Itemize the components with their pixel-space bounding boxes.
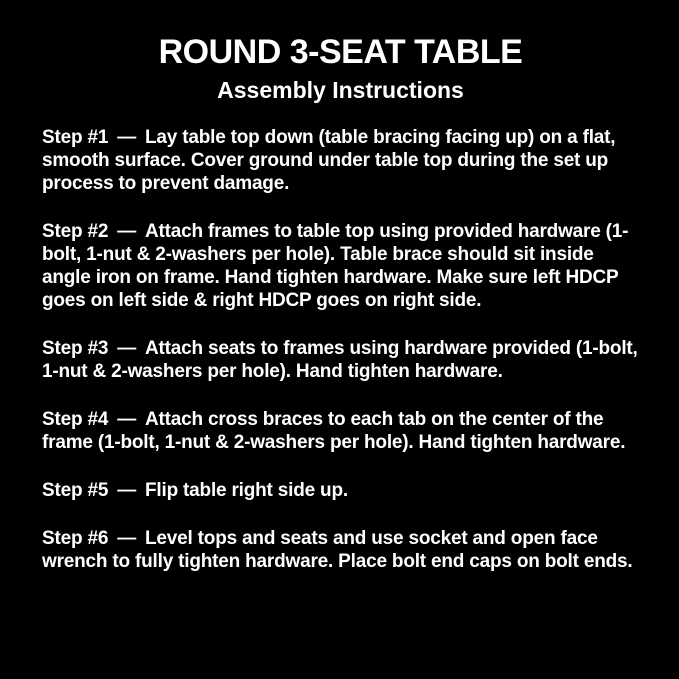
step-label: Step #1 bbox=[42, 126, 109, 148]
step-separator: — bbox=[117, 408, 136, 430]
step-separator: — bbox=[117, 220, 136, 242]
step-separator: — bbox=[117, 527, 136, 549]
step-item-4 bbox=[42, 408, 639, 454]
step-label: Step #6 bbox=[42, 527, 109, 549]
step-label: Step #5 bbox=[42, 479, 109, 501]
page-subtitle: Assembly Instructions bbox=[217, 77, 464, 104]
step-label: Step #4 bbox=[42, 408, 109, 430]
page-title: ROUND 3-SEAT TABLE bbox=[158, 33, 523, 71]
step-text: Lay table top down (table bracing facing up) on a flat, smooth surface. Cover ground under table top during the set up process to prevent damage. bbox=[42, 126, 616, 194]
step-text: Attach cross braces to each tab on the center of the frame (1-bolt, 1-nut & 2-washers per hole). Hand tighten hardware. bbox=[42, 408, 626, 453]
step-label: Step #2 bbox=[42, 220, 109, 242]
step-label: Step #3 bbox=[42, 337, 109, 359]
step-separator: — bbox=[117, 337, 136, 359]
step-separator: — bbox=[117, 479, 136, 501]
step-item-6 bbox=[42, 527, 639, 573]
step-text: Level tops and seats and use socket and open face wrench to fully tighten hardware. Place bolt end caps on bolt ends. bbox=[42, 527, 633, 572]
step-item-2 bbox=[42, 220, 639, 312]
step-separator: — bbox=[117, 126, 136, 148]
step-item-3 bbox=[42, 337, 639, 383]
step-text: Flip table right side up. bbox=[145, 479, 348, 501]
step-item-5 bbox=[42, 479, 639, 502]
step-text: Attach seats to frames using hardware provided (1-bolt, 1-nut & 2-washers per hole). Hand tighten hardware. bbox=[42, 337, 638, 382]
step-text: Attach frames to table top using provided hardware (1-bolt, 1-nut & 2-washers per hole). Table brace should sit inside angle iron on frame. Hand tighten hardware. Make sure left HDCP goes on left side & right HDCP goes on right side. bbox=[42, 220, 629, 311]
step-item-1 bbox=[42, 126, 639, 195]
